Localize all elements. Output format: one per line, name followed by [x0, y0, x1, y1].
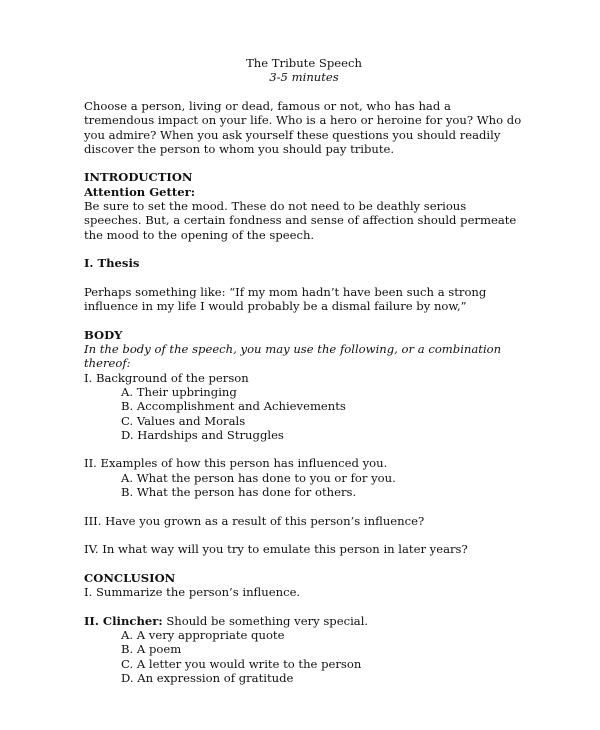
document-subtitle: 3-5 minutes	[269, 70, 339, 84]
body-heading: BODY	[84, 327, 123, 342]
list-item: A. What the person has done to you or for you.	[121, 470, 396, 485]
body-section-1: I. Background of the person	[84, 370, 249, 385]
document-title: The Tribute Speech	[246, 56, 362, 70]
list-item: C. Values and Morals	[121, 413, 246, 428]
list-item: C. A letter you would write to the person	[121, 656, 362, 671]
conclusion-item-1: I. Summarize the person’s influence.	[84, 585, 301, 600]
list-item: A. A very appropriate quote	[121, 627, 285, 642]
list-item: B. Accomplishment and Achievements	[121, 399, 346, 414]
introduction-heading: INTRODUCTION	[84, 170, 193, 185]
thesis-heading: I. Thesis	[84, 256, 140, 271]
clincher-text: Should be something very special.	[162, 613, 369, 628]
intro-paragraph: Choose a person, living or dead, famous or not, who has had a tremendous impact on your life. Who is a hero or heroine for you? Who do you admire? When you ask yourself these questions you should readily discover the person to whom you should pay tribute.	[84, 99, 522, 156]
list-item: D. An expression of gratitude	[121, 670, 294, 685]
body-instruction: In the body of the speech, you may use the following, or a combination thereof:	[84, 342, 502, 371]
body-section-4: IV. In what way will you try to emulate this person in later years?	[84, 542, 468, 557]
thesis-text: Perhaps something like: “If my mom hadn’t have been such a strong influence in my life I would probably be a dismal failure by now,”	[84, 284, 487, 314]
document-page	[84, 56, 524, 685]
list-item: B. What the person has done for others.	[121, 485, 357, 500]
clincher-line	[84, 614, 524, 628]
list-item: D. Hardships and Struggles	[121, 427, 284, 442]
list-item: A. Their upbringing	[121, 384, 237, 399]
conclusion-heading: CONCLUSION	[84, 570, 176, 585]
body-section-3: III. Have you grown as a result of this person’s influence?	[84, 513, 425, 528]
body-section-2: II. Examples of how this person has influenced you.	[84, 456, 388, 471]
attention-getter-heading: Attention Getter:	[84, 184, 196, 199]
list-item: B. A poem	[121, 642, 182, 657]
attention-getter-text: Be sure to set the mood. These do not need to be deathly serious speeches. But, a certain fondness and sense of affection should permeate the mood to the opening of the speech.	[84, 199, 517, 242]
clincher-label: II. Clincher:	[84, 613, 163, 628]
